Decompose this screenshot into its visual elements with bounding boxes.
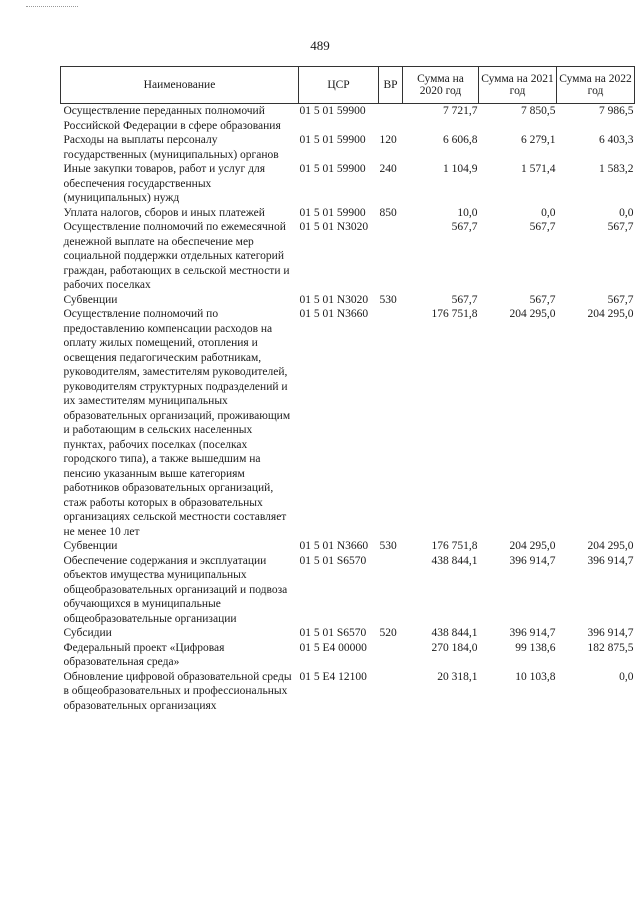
row-sum-2022: 0,0 [619, 206, 634, 219]
table-row [61, 133, 635, 162]
row-sum-2021: 7 850,5 [521, 105, 556, 117]
row-csr: 01 5 01 59900 [299, 105, 366, 117]
table-row [61, 554, 635, 627]
row-sum-2020: 7 721,7 [443, 105, 478, 117]
row-csr: 01 5 01 S6570 [299, 554, 367, 567]
header-csr: ЦСР [299, 67, 379, 104]
row-sum-2021: 6 279,1 [521, 134, 556, 146]
row-csr: 01 5 01 N3660 [299, 540, 369, 552]
row-vr: 530 [379, 293, 397, 306]
table-row [61, 626, 635, 641]
row-name: Федеральный проект «Цифровая образовательная среда» [63, 641, 225, 668]
header-sum-2022: Сумма на 2022 год [557, 67, 635, 104]
header-vr: ВР [379, 67, 403, 104]
row-sum-2021: 567,7 [529, 293, 556, 306]
row-name: Иные закупки товаров, работ и услуг для обеспечения государственных (муниципальных) нужд [63, 163, 265, 204]
row-sum-2022: 567,7 [607, 221, 634, 233]
row-sum-2020: 6 606,8 [443, 134, 478, 146]
row-csr: 01 5 01 N3020 [299, 221, 369, 233]
table-row [61, 162, 635, 206]
row-name: Обновление цифровой образовательной среды в общеобразовательных и профессиональных образовательных организациях [63, 670, 292, 712]
row-name: Субвенции [63, 293, 118, 306]
row-sum-2021: 567,7 [529, 221, 556, 233]
budget-table [60, 66, 635, 713]
row-csr: 01 5 01 59900 [299, 163, 366, 175]
scan-mark [26, 6, 78, 8]
table-row [61, 206, 635, 221]
row-vr [379, 641, 403, 670]
row-sum-2022: 567,7 [607, 293, 634, 306]
row-sum-2020: 270 184,0 [431, 641, 478, 654]
row-sum-2021: 204 295,0 [509, 540, 556, 552]
table-row [61, 539, 635, 554]
row-sum-2022: 204 295,0 [587, 308, 634, 320]
row-vr [379, 670, 403, 714]
row-sum-2022: 396 914,7 [587, 627, 634, 639]
table-row [61, 670, 635, 714]
row-name: Уплата налогов, сборов и иных платежей [63, 206, 265, 219]
row-sum-2020: 176 751,8 [431, 540, 478, 552]
row-vr [379, 554, 403, 627]
row-vr: 520 [379, 627, 397, 639]
row-sum-2021: 1 571,4 [521, 163, 556, 175]
row-name: Осуществление переданных полномочий Российской Федерации в сфере образования [63, 105, 281, 132]
header-sum-2021: Сумма на 2021 год [479, 67, 557, 104]
row-sum-2020: 567,7 [451, 221, 478, 233]
row-sum-2020: 20 318,1 [437, 670, 478, 683]
table-header-row [61, 67, 635, 104]
row-vr [379, 220, 403, 293]
row-name: Осуществление полномочий по предоставлению компенсации расходов на оплату жилых помещений, отопления и освещения педагогическим работникам, руководителям, заместителям руководителей, руководителям структурных подразделений и их заместителям муниципальных образовательных организаций, проживающим и работающим в сельских населенных пунктах, рабочих поселках (поселках городского типа), а также вышедшим на пенсию указанным выше категориям работников образовательных организаций, стаж работы которых в образовательных организациях сельской местности составляет не менее 10 лет [63, 308, 291, 538]
row-vr: 530 [379, 540, 397, 552]
row-sum-2022: 204 295,0 [587, 540, 634, 552]
row-csr: 01 5 01 59900 [299, 134, 366, 146]
table-row [61, 641, 635, 670]
table-row [61, 220, 635, 293]
row-name: Субсидии [63, 627, 112, 639]
row-vr: 120 [379, 134, 397, 146]
row-csr: 01 5 E4 12100 [299, 670, 367, 683]
header-name: Наименование [61, 67, 299, 104]
row-sum-2021: 10 103,8 [515, 670, 556, 683]
table-row [61, 104, 635, 134]
row-sum-2021: 396 914,7 [509, 554, 556, 567]
row-sum-2022: 1 583,2 [599, 163, 634, 175]
row-vr [379, 104, 403, 134]
row-sum-2020: 10,0 [457, 206, 478, 219]
row-sum-2022: 6 403,3 [599, 134, 634, 146]
row-csr: 01 5 01 59900 [299, 206, 366, 219]
row-csr: 01 5 E4 00000 [299, 641, 367, 654]
row-vr: 240 [379, 163, 397, 175]
row-vr [379, 307, 403, 539]
row-sum-2020: 567,7 [451, 293, 478, 306]
row-sum-2021: 204 295,0 [509, 308, 556, 320]
row-sum-2021: 396 914,7 [509, 627, 556, 639]
row-name: Субвенции [63, 540, 118, 552]
row-sum-2022: 0,0 [619, 670, 634, 683]
row-csr: 01 5 01 S6570 [299, 627, 367, 639]
row-sum-2020: 1 104,9 [443, 163, 478, 175]
header-sum-2020: Сумма на 2020 год [403, 67, 479, 104]
row-sum-2020: 176 751,8 [431, 308, 478, 320]
row-vr: 850 [379, 206, 397, 219]
row-sum-2020: 438 844,1 [431, 554, 478, 567]
row-csr: 01 5 01 N3020 [299, 293, 369, 306]
row-name: Обеспечение содержания и эксплуатации объектов имущества муниципальных общеобразовательных организаций и подвоза обучающихся в муниципальные общеобразовательные организации [63, 554, 288, 625]
row-sum-2021: 0,0 [541, 206, 556, 219]
row-sum-2022: 396 914,7 [587, 554, 634, 567]
table-row [61, 293, 635, 308]
row-name: Расходы на выплаты персоналу государственных (муниципальных) органов [63, 134, 279, 161]
row-sum-2021: 99 138,6 [515, 641, 556, 654]
page-number: 489 [310, 38, 330, 53]
row-csr: 01 5 01 N3660 [299, 308, 369, 320]
row-sum-2020: 438 844,1 [431, 627, 478, 639]
row-name: Осуществление полномочий по ежемесячной денежной выплате на обеспечение мер социальной поддержки отдельных категорий граждан, работающих в сельской местности и рабочих поселках [63, 221, 290, 291]
row-sum-2022: 182 875,5 [587, 641, 634, 654]
row-sum-2022: 7 986,5 [599, 105, 634, 117]
table-row [61, 307, 635, 539]
